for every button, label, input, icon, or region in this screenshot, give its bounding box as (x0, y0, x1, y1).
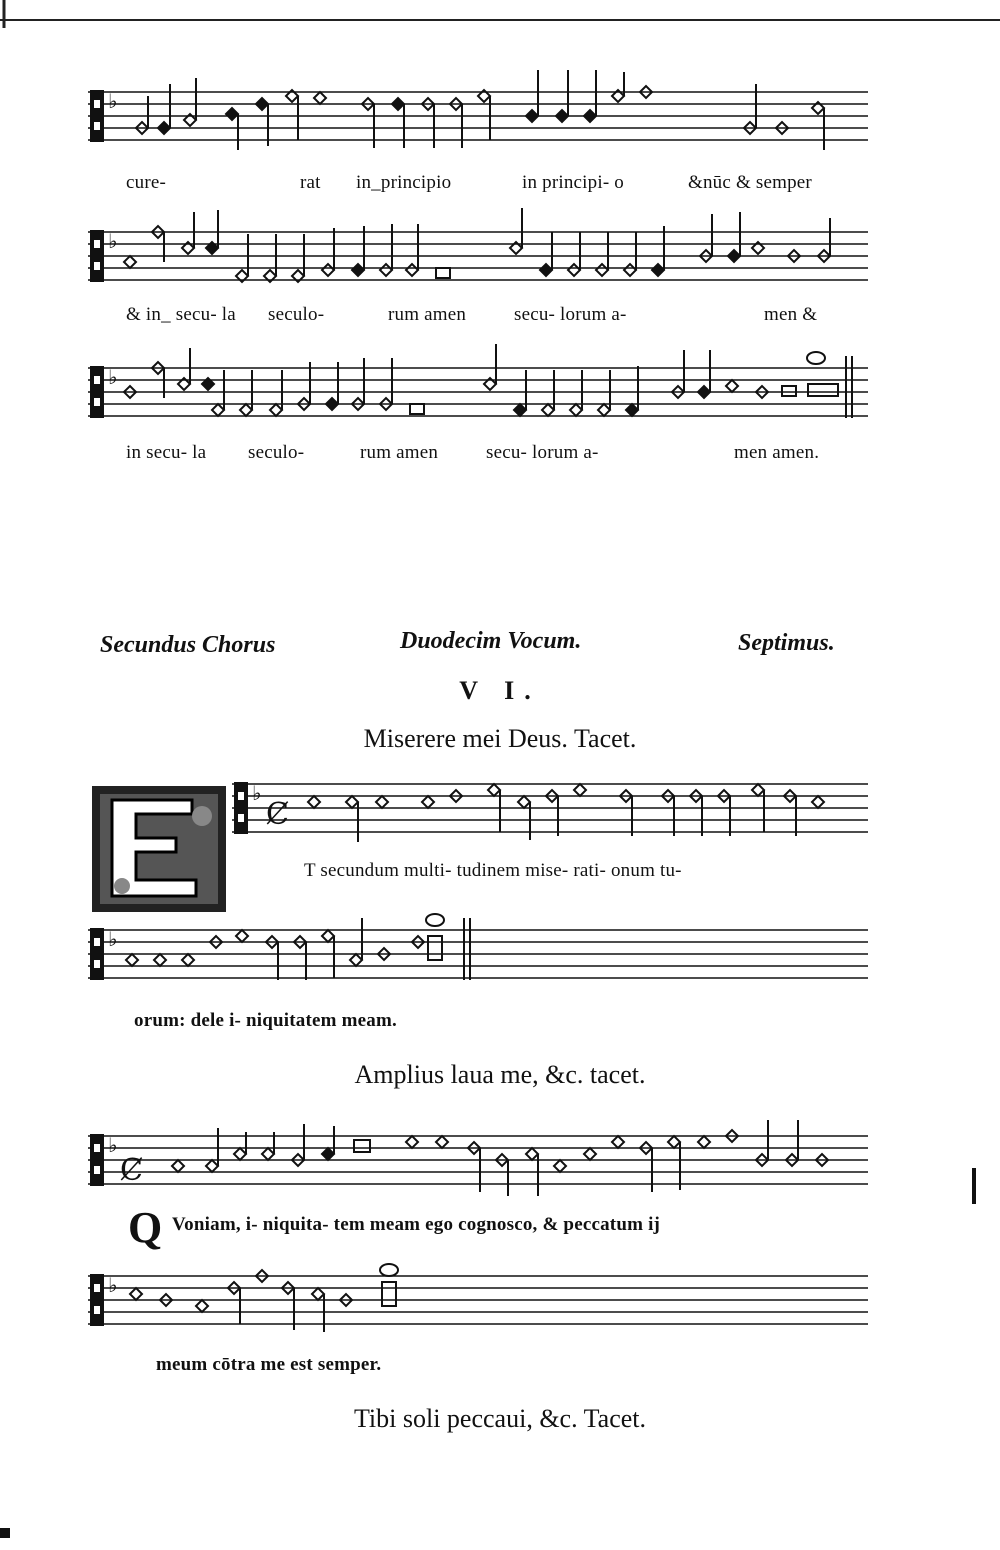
verse2-lyrics-line2: meum cōtra me est semper. (156, 1354, 382, 1375)
incipit-tibi-soli: Tibi soli peccaui, &c. Tacet. (353, 1404, 647, 1433)
svg-text:♭: ♭ (108, 89, 118, 113)
svg-text:♭: ♭ (252, 781, 262, 805)
lyric-syllable: seculo- (248, 442, 305, 463)
notes-staff-3 (124, 344, 852, 418)
staff-7 (88, 1276, 868, 1324)
lyric-syllable: in_principio (356, 172, 452, 193)
staff-5 (88, 930, 868, 978)
svg-text:Ȼ: Ȼ (120, 1153, 143, 1188)
svg-text:♭: ♭ (108, 927, 118, 951)
lyric-syllable: men & (764, 304, 818, 325)
svg-text:Ȼ: Ȼ (266, 797, 289, 832)
staff-2 (88, 232, 868, 280)
lyric-syllable: secu- lorum a- (514, 304, 627, 325)
verse2-initial: Q (128, 1203, 163, 1252)
svg-text:♭: ♭ (108, 229, 118, 253)
verse2-lyrics-line1: Voniam, i- niquita- tem meam ego cognosco, & peccatum ij (172, 1214, 661, 1235)
lyric-syllable: &nūc & semper (688, 172, 812, 193)
incipit-miserere: Miserere mei Deus. Tacet. (363, 724, 637, 753)
lyric-syllable: seculo- (268, 304, 325, 325)
lyric-syllable: rum amen (388, 304, 467, 325)
lyric-syllable: in secu- la (126, 442, 207, 463)
decorated-initial-e (92, 786, 226, 912)
lyric-syllable: rat (300, 172, 321, 193)
staff-3 (88, 368, 868, 416)
lyric-syllable: in principi- o (522, 172, 625, 193)
notes-staff-7 (130, 1264, 398, 1332)
header-left: Secundus Chorus (100, 632, 276, 658)
verse1-lyrics-line1: T secundum multi- tudinem mise- rati- onum tu- (304, 860, 682, 881)
svg-text:♭: ♭ (108, 1273, 118, 1297)
notes-staff-4 (308, 784, 824, 842)
staff-6 (88, 1136, 868, 1184)
svg-text:♭: ♭ (108, 365, 118, 389)
lyric-syllable: & in_ secu- la (126, 304, 236, 325)
verse1-lyrics-line2: orum: dele i- niquitatem meam. (134, 1010, 397, 1031)
notes-staff-1 (136, 70, 824, 150)
section-number: V I. (459, 676, 541, 705)
lyric-syllable: cure- (126, 172, 167, 193)
notes-staff-2 (124, 208, 830, 282)
header-center: Duodecim Vocum. (400, 628, 582, 654)
lyric-syllable: secu- lorum a- (486, 442, 599, 463)
incipit-amplius: Amplius laua me, &c. tacet. (354, 1060, 646, 1089)
notes-staff-5 (126, 914, 470, 980)
lyric-syllable: men amen. (734, 442, 820, 463)
lyric-syllable: rum amen (360, 442, 439, 463)
svg-text:♭: ♭ (108, 1133, 118, 1157)
header-right: Septimus. (738, 630, 835, 656)
